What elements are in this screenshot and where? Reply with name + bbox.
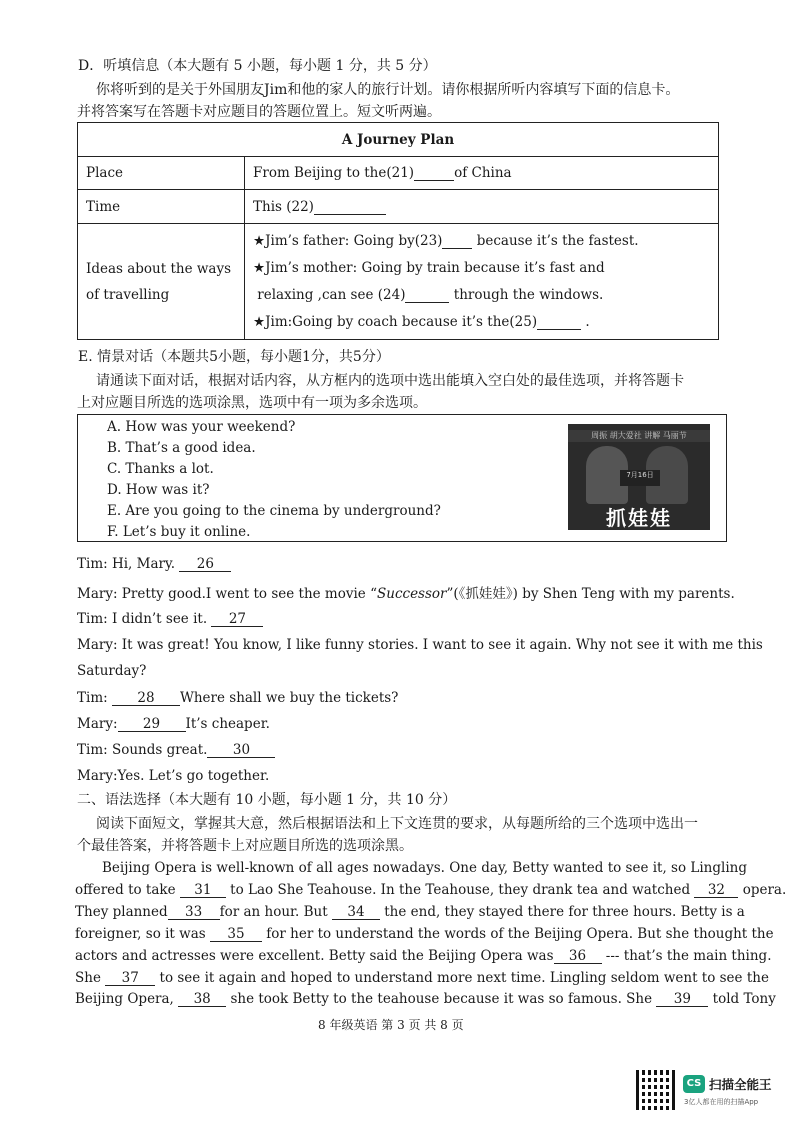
blank-31[interactable]: 31: [180, 883, 226, 898]
blank-29[interactable]: 29: [118, 717, 186, 732]
passage-line-3: They planned 33 for an hour. But 34 the end, they stayed there for three hours. Betty is a: [75, 904, 745, 920]
section-e-instruction-1: 请通读下面对话，根据对话内容，从方框内的选项中选出能填入空白处的最佳选项，并将答题卡: [96, 373, 684, 389]
ideas-label-1: Ideas about the ways: [86, 260, 232, 277]
time-label: Time: [78, 190, 245, 224]
poster-credits: 周振 胡大爱社 讲解 马丽节: [568, 430, 710, 442]
blank-38[interactable]: 38: [178, 992, 226, 1007]
passage-line-7: Beijing Opera, 38 she took Betty to the teahouse because it was so famous. She 39 told Tony: [75, 991, 776, 1007]
page-footer: 8 年级英语 第 3 页 共 8 页: [318, 1018, 464, 1032]
section-e-instruction-2: 上对应题目所选的选项涂黑，选项中有一项为多余选项。: [77, 395, 427, 411]
ideas-label-2: of travelling: [86, 286, 170, 303]
option-d: D. How was it?: [107, 482, 210, 498]
section-2-instruction-2: 个最佳答案，并将答题卡上对应题目所选的选项涂黑。: [77, 838, 413, 854]
poster-title: 抓娃娃: [606, 506, 672, 530]
blank-21[interactable]: [414, 166, 454, 181]
blank-25[interactable]: [537, 315, 581, 330]
blank-24[interactable]: [405, 288, 449, 303]
jim-after: .: [585, 313, 590, 330]
blank-39[interactable]: 39: [656, 992, 708, 1007]
dialogue-line-1: Tim: Hi, Mary. 26: [77, 556, 231, 572]
dialogue-line-5: Saturday?: [77, 663, 147, 679]
section-2-instruction-1: 阅读下面短文，掌握其大意，然后根据语法和上下文连贯的要求，从每题所给的三个选项中选出一: [96, 816, 698, 832]
section-d-instruction-1: 你将听到的是关于外国朋友Jim和他的家人的旅行计划。请你根据所听内容填写下面的信息卡。: [96, 82, 680, 98]
option-b: B. That’s a good idea.: [107, 440, 256, 456]
blank-22[interactable]: [314, 200, 386, 215]
section-d-title: D．听填信息（本大题有 5 小题，每小题 1 分，共 5 分）: [78, 58, 437, 74]
blank-27[interactable]: 27: [211, 612, 263, 627]
passage-line-6: She 37 to see it again and hoped to understand more next time. Lingling seldom went to see the: [75, 970, 769, 986]
time-cell: [245, 190, 719, 224]
blank-37[interactable]: 37: [105, 971, 155, 986]
mother-text-2: relaxing ,can see (24): [257, 286, 406, 303]
blank-32[interactable]: 32: [694, 883, 738, 898]
passage-line-4: foreigner, so it was 35 for her to understand the words of the Beijing Opera. But she thought the: [75, 926, 774, 942]
dialogue-line-4: Mary: It was great! You know, I like funny stories. I want to see it again. Why not see it with me this: [77, 637, 763, 653]
blank-36[interactable]: 36: [554, 949, 602, 964]
dialogue-line-7: Mary: 29 It’s cheaper.: [77, 716, 270, 732]
movie-title: Successor: [377, 586, 447, 602]
journey-plan-table: [77, 122, 719, 340]
dialogue-line-9: Mary:Yes. Let’s go together.: [77, 768, 270, 784]
dialogue-line-3: Tim: I didn’t see it. 27: [77, 611, 263, 627]
poster-date: 7月16日: [620, 470, 660, 486]
blank-26[interactable]: 26: [179, 557, 231, 572]
father-text: ★Jim’s father: Going by(23): [253, 232, 443, 249]
scanner-app-name: 扫描全能王: [709, 1077, 772, 1092]
blank-28[interactable]: 28: [112, 691, 180, 706]
qr-code-icon: [636, 1070, 676, 1110]
section-2-title: 二、语法选择（本大题有 10 小题，每小题 1 分，共 10 分）: [77, 792, 457, 808]
camscanner-logo-icon: CS: [683, 1075, 705, 1093]
jim-text: ★Jim:Going by coach because it’s the(25): [253, 313, 538, 330]
place-after: of China: [454, 165, 512, 181]
blank-33[interactable]: 33: [168, 905, 220, 920]
father-after: because it’s the fastest.: [476, 232, 639, 249]
table-header: A Journey Plan: [78, 123, 719, 157]
passage-line-1: Beijing Opera is well-known of all ages nowadays. One day, Betty wanted to see it, so Lingling: [102, 860, 747, 876]
option-a: A. How was your weekend?: [107, 419, 296, 435]
blank-23[interactable]: [442, 234, 472, 249]
blank-35[interactable]: 35: [210, 927, 262, 942]
dialogue-line-8: Tim: Sounds great. 30: [77, 742, 275, 758]
section-e-title: E. 情景对话（本题共5小题，每小题1分，共5分）: [78, 349, 390, 365]
ideas-cell: [245, 224, 719, 340]
movie-poster-image: [568, 424, 710, 530]
option-f: F. Let’s buy it online.: [107, 524, 251, 540]
passage-line-2: offered to take 31 to Lao She Teahouse. In the Teahouse, they drank tea and watched 32 opera.: [75, 882, 787, 898]
section-d-instruction-2: 并将答案写在答题卡对应题目的答题位置上。短文听两遍。: [77, 104, 441, 120]
place-label: Place: [78, 157, 245, 190]
ideas-label-cell: [78, 224, 245, 340]
place-text: From Beijing to the(21): [253, 165, 415, 181]
option-e: E. Are you going to the cinema by underground?: [107, 503, 441, 519]
scanner-app-tagline: 3亿人都在用的扫描App: [684, 1098, 759, 1106]
mother-after: through the windows.: [453, 286, 604, 303]
dialogue-line-2: Mary: Pretty good.I went to see the movie “Successor”(《抓娃娃》) by Shen Teng with my parents.: [77, 586, 735, 602]
mother-text-1: ★Jim’s mother: Going by train because it’s fast and: [253, 259, 605, 276]
dialogue-line-6: Tim: 28 Where shall we buy the tickets?: [77, 690, 399, 706]
blank-30[interactable]: 30: [207, 743, 275, 758]
time-text: This (22): [253, 198, 314, 215]
blank-34[interactable]: 34: [332, 905, 380, 920]
passage-line-5: actors and actresses were excellent. Betty said the Beijing Opera was 36 --- that’s the main thing.: [75, 948, 772, 964]
option-c: C. Thanks a lot.: [107, 461, 214, 477]
place-cell: [245, 157, 719, 190]
